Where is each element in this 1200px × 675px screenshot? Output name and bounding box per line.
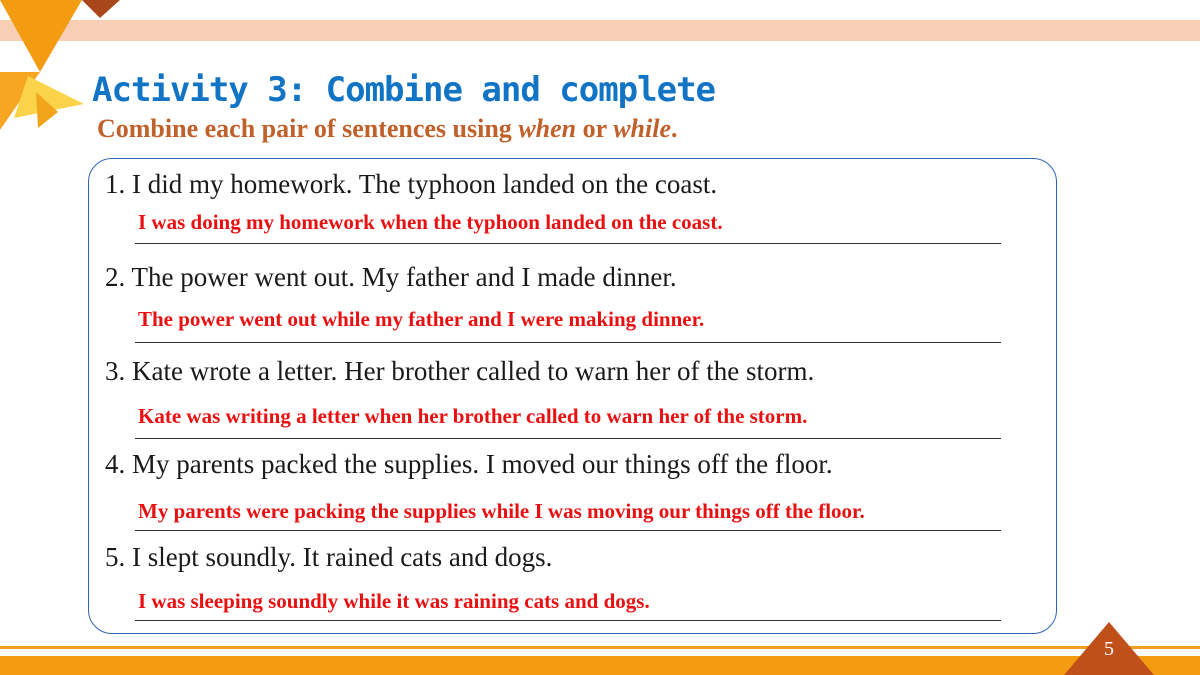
instruction-text: Combine each pair of sentences using when or while.: [97, 114, 678, 143]
question-text: 3. Kate wrote a letter. Her brother called to warn her of the storm.: [105, 356, 815, 386]
answer-text: Kate was writing a letter when her brother called to warn her of the storm.: [138, 404, 808, 428]
exercise-item-1: [105, 169, 1005, 234]
answer-text: The power went out while my father and I were making dinner.: [138, 307, 705, 331]
answer-text: My parents were packing the supplies while I was moving our things off the floor.: [138, 499, 865, 523]
exercise-item-3: [105, 356, 1005, 428]
answer-line: [135, 620, 1001, 621]
exercise-item-4: [105, 449, 1005, 523]
answer-text: I was doing my homework when the typhoon landed on the coast.: [138, 210, 723, 234]
question-text: 2. The power went out. My father and I made dinner.: [105, 262, 677, 292]
keyword-while: while: [613, 114, 671, 143]
answer-line: [135, 342, 1001, 343]
answer-line: [135, 438, 1001, 439]
page-number: 5: [1104, 638, 1114, 660]
question-text: 5. I slept soundly. It rained cats and dogs.: [105, 542, 553, 572]
bottom-decor-line: [0, 646, 1200, 649]
exercise-item-2: [105, 262, 1005, 331]
question-text: 4. My parents packed the supplies. I moved our things off the floor.: [105, 449, 833, 479]
question-text: 1. I did my homework. The typhoon landed on the coast.: [105, 169, 718, 199]
top-decor-band: [0, 20, 1200, 41]
answer-line: [135, 243, 1001, 244]
exercise-item-5: [105, 542, 1005, 613]
keyword-when: when: [518, 114, 577, 143]
answer-line: [135, 530, 1001, 531]
slide-title: Activity 3: Combine and complete: [92, 70, 716, 110]
answer-text: I was sleeping soundly while it was raining cats and dogs.: [138, 589, 650, 613]
bottom-decor-band: [0, 656, 1200, 675]
